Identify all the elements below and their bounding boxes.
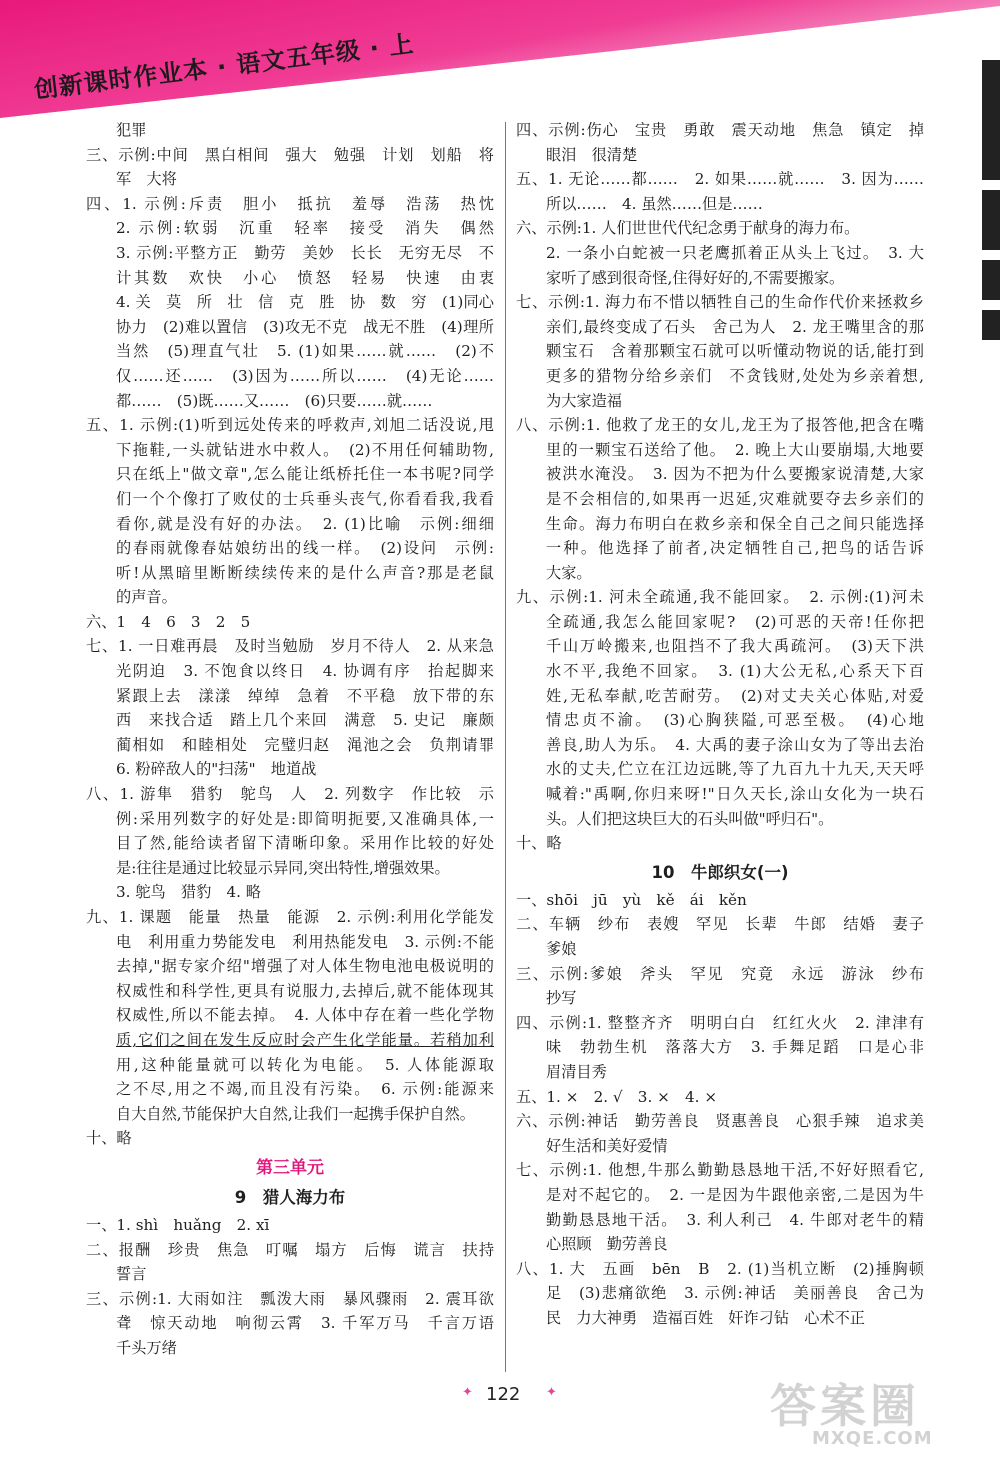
answer-line: 生命。海力布明白在救乡亲和保全自己之间只能选择	[546, 514, 924, 533]
answer-line: 的春雨就像春姑娘纺出的线一样。 (2)设问 示例:	[116, 539, 494, 558]
answer-line: 犯罪	[116, 121, 147, 139]
answer-line: 四、示例:1. 整整齐齐 明明白白 红红火火 2. 津津有	[516, 1013, 924, 1032]
answer-line: 九、1. 课题 能量 热量 能源 2. 示例:利用化学能发	[86, 908, 494, 926]
answer-line: 亲们,最终变成了石头 舍己为人 2. 龙王嘴里含的那	[546, 317, 924, 336]
answer-line: 2. 一条小白蛇被一只老鹰抓着正从头上飞过。 3. 大	[546, 243, 924, 262]
answer-line: 6. 粉碎敌人的"扫荡" 地道战	[116, 760, 317, 779]
right-column	[516, 118, 924, 1331]
answer-line: 下拖鞋,一头就钻进水中救人。 (2)不用任何辅助物,	[116, 440, 494, 459]
answer-line: 八、1. 游隼 猎豹 鸵鸟 人 2. 列数字 作比较 示	[86, 785, 494, 804]
answer-line: 三、示例:爹娘 斧头 罕见 究竟 永远 游泳 纱布	[516, 964, 924, 983]
answer-line: 八、1. 大 五画 bēn B 2. (1)当机立断 (2)捶胸顿	[516, 1259, 924, 1278]
answer-line: 好生活和美好爱情	[546, 1136, 668, 1155]
answer-line: 爹娘	[546, 940, 577, 958]
answer-line: 六、1 4 6 3 2 5	[86, 612, 251, 631]
answer-line: 是不会相信的,如果再一迟延,灾难就要夺去乡亲们的	[546, 489, 924, 508]
page-edge-marks	[978, 60, 1000, 380]
watermark-logo: 答案圈	[770, 1379, 920, 1433]
answer-lines	[516, 118, 924, 856]
answer-line: 自大自然,节能保护大自然,让我们一起携手保护自然。	[116, 1104, 475, 1123]
answer-line: 是对不起它的。 2. 一是因为牛跟他亲密,二是因为牛	[546, 1185, 924, 1204]
answer-line: 千头万绪	[116, 1338, 177, 1357]
answer-line: 头。人们把这块巨大的石头叫做"呼归石"。	[546, 809, 834, 828]
answer-line: 三、示例:1. 大雨如注 瓢泼大雨 暴风骤雨 2. 震耳欲	[86, 1289, 494, 1308]
answer-line: 民 力大神勇 造福百姓 奸诈刁钻 心术不正	[546, 1308, 865, 1327]
answer-line: 仅……还…… (3)因为……所以…… (4)无论……	[116, 366, 494, 385]
answer-line: 权威性,所以不能去掉。 4. 人体中存在着一些化学物	[116, 1006, 494, 1025]
answer-line: 大家。	[546, 563, 592, 582]
answer-line: 聋 惊天动地 响彻云霄 3. 千军万马 千言万语	[116, 1314, 494, 1333]
answer-line: 计其数 欢快 小心 愤怒 轻易 快速 由衷	[116, 268, 494, 287]
answer-line: 足 (3)悲痛欲绝 3. 示例:神话 美丽善良 舍己为	[546, 1284, 924, 1303]
answer-line: 所以…… 4. 虽然……但是……	[546, 194, 763, 213]
answer-line: 只在纸上"做文章",怎么能让纸桥托住一本书呢?同学	[116, 465, 494, 484]
answer-line: 紧跟上去 漾漾 绰绰 急着 不平稳 放下带的东	[116, 686, 494, 705]
answer-line: 3. 示例:平整方正 勤劳 美妙 长长 无穷无尽 不	[116, 243, 494, 262]
column-divider	[505, 122, 506, 1372]
answer-line: 五、1. 无论……都…… 2. 如果……就…… 3. 因为……	[516, 170, 924, 189]
answer-line: 十、略	[86, 1129, 132, 1148]
answer-line: 七、示例:1. 海力布不惜以牺牲自己的生命作代价来拯救乡	[516, 293, 924, 312]
answer-line: 听!从黑暗里断断续续传来的是什么声音?那是老鼠	[116, 563, 494, 582]
answer-line: 二、报酬 珍贵 焦急 叮嘱 塌方 后悔 谎言 扶持	[86, 1240, 494, 1259]
answer-line: 五、1. 示例:(1)听到远处传来的呼救声,刘旭二话没说,甩	[86, 416, 494, 435]
answer-lines	[516, 888, 924, 1331]
answer-line: 例:采用列数字的好处是:即简明扼要,又准确具体,一	[116, 809, 494, 828]
answer-line: 一、1. shì huǎng 2. xī	[86, 1215, 270, 1234]
answer-line: 十、略	[516, 834, 562, 853]
answer-line: 更多的猎物分给乡亲们 不贪钱财,处处为乡亲着想,	[546, 366, 924, 385]
answer-line: 五、1. × 2. √ 3. × 4. ×	[516, 1087, 718, 1106]
answer-line: 六、示例:神话 勤劳善良 贤惠善良 心狠手辣 追求美	[516, 1112, 924, 1131]
answer-line: 二、车辆 纱布 表嫂 罕见 长辈 牛郎 结婚 妻子	[516, 915, 924, 934]
answer-line: 的声音。	[116, 588, 177, 607]
answer-lines	[86, 1213, 494, 1361]
unit-heading: 第三单元	[256, 1157, 324, 1178]
answer-line: 一种。他选择了前者,决定牺牲自己,把鸟的话告诉	[546, 539, 924, 558]
answer-line: 四、示例:伤心 宝贵 勇敢 震天动地 焦急 镇定 掉	[516, 121, 924, 139]
book-title: 创新课时作业本 · 语文五年级 · 上	[32, 29, 416, 105]
answer-line: 是:往往是通过比较显示异同,突出特性,增强效果。	[116, 858, 450, 877]
answer-line: 都…… (5)既……又…… (6)只要……就……	[116, 391, 433, 410]
answer-line: 姓,无私奉献,吃苦耐劳。 (2)对丈夫关心体贴,对爱	[546, 686, 924, 705]
watermark-url: MXQE.COM	[812, 1428, 933, 1449]
answer-line: 光阴迫 3. 不饱食以终日 4. 协调有序 抬起脚来	[116, 662, 494, 681]
lesson-heading: 10 牛郎织女(一)	[651, 862, 789, 882]
answer-line: 勤勤恳恳地干活。 3. 利人利己 4. 牛郎对老牛的精	[546, 1210, 924, 1229]
answer-line: 一、shōi jū yù kě ái kěn	[516, 890, 747, 909]
left-column	[86, 118, 494, 1361]
answer-line: 情忠贞不渝。 (3)心胸狭隘,可恶至极。 (4)心地	[546, 711, 924, 730]
watermark	[770, 1370, 990, 1455]
answer-lines	[86, 118, 494, 1151]
star-icon: ✦	[546, 1385, 557, 1400]
answer-line: 七、1. 一日难再晨 及时当勉励 岁月不待人 2. 从来急	[86, 637, 494, 656]
answer-line: 权威性和科学性,更具有说服力,去掉后,就不能体现其	[116, 981, 494, 1000]
answer-line: 电 利用重力势能发电 利用热能发电 3. 示例:不能	[116, 932, 494, 951]
answer-line: 善良,助人为乐。 4. 大禹的妻子涂山女为了等出去治	[546, 735, 924, 754]
answer-line: 看你,就是没有好的办法。 2. (1)比喻 示例:细细	[116, 514, 494, 533]
answer-line: 九、示例:1. 河未全疏通,我不能回家。 2. 示例:(1)河未	[516, 588, 924, 607]
answer-line: 去掉,"据专家介绍"增强了对人体生物电池电极说明的	[116, 957, 494, 976]
answer-line: 抄写	[546, 989, 577, 1008]
answer-line: 七、示例:1. 他想,牛那么勤勤恳恳地干活,不好好照看它,	[516, 1161, 924, 1180]
answer-line: 誓言	[116, 1265, 147, 1284]
answer-line: 为大家造福	[546, 391, 622, 410]
star-icon: ✦	[462, 1385, 473, 1400]
answer-line: 全疏通,我怎么能回家呢? (2)可恶的天帝!任你把	[546, 612, 924, 631]
page-number: 122	[486, 1384, 521, 1405]
answer-line: 里的一颗宝石送给了他。 2. 晚上大山要崩塌,大地要	[546, 440, 924, 459]
answer-line: 水不平,我绝不回家。 3. (1)大公无私,心系天下百	[546, 662, 924, 681]
answer-line: 西 来找合适 踏上几个来回 满意 5. 史记 廉颇	[116, 711, 494, 730]
answer-line: 用,这种能量就可以转化为电能。 5. 人体能源取	[116, 1055, 494, 1074]
answer-line: 被洪水淹没。 3. 因为不把为什么要搬家说清楚,大家	[546, 465, 924, 484]
answer-line: 喊着:"禹啊,你归来呀!"日久天长,涂山女化为一块石	[546, 785, 924, 804]
answer-line: 八、示例:1. 他救了龙王的女儿,龙王为了报答他,把含在嘴	[516, 416, 924, 435]
answer-line: 协力 (2)难以置信 (3)攻无不克 战无不胜 (4)理所	[116, 317, 494, 336]
answer-line: 六、示例:1. 人们世世代代纪念勇于献身的海力布。	[516, 219, 860, 238]
answer-line: 眉清目秀	[546, 1062, 607, 1081]
answer-line: 2. 示例:软弱 沉重 轻率 接受 消失 偶然	[116, 219, 494, 238]
answer-line: 3. 鸵鸟 猎豹 4. 略	[116, 883, 261, 902]
lesson-heading: 9 猎人海力布	[234, 1187, 346, 1207]
answer-line: 蔺相如 和睦相处 完璧归赵 渑池之会 负荆请罪	[116, 735, 494, 754]
answer-line: 心照顾 勤劳善良	[546, 1235, 668, 1254]
answer-line: 家听了感到很奇怪,住得好好的,不需要搬家。	[546, 268, 845, 287]
answer-line: 味 勃勃生机 落落大方 3. 手舞足蹈 口是心非	[546, 1038, 924, 1057]
answer-line: 目了然,能给读者留下清晰印象。采用作比较的好处	[116, 834, 494, 853]
answer-line: 们一个个像打了败仗的士兵垂头丧气,你看看我,我看	[116, 489, 494, 508]
answer-line: 三、示例:中间 黑白相间 强大 勉强 计划 划船 将	[86, 145, 494, 164]
answer-line: 之不尽,用之不竭,而且没有污染。 6. 示例:能源来	[116, 1080, 494, 1099]
answer-line: 军 大将	[116, 170, 177, 189]
answer-line: 颗宝石 含着那颗宝石就可以听懂动物说的话,能打到	[546, 342, 924, 361]
answer-line: 当然 (5)理直气壮 5. (1)如果……就…… (2)不	[116, 342, 494, 361]
answer-line: 千山万岭搬来,也阻挡不了我大禹疏河。 (3)天下洪	[546, 637, 924, 656]
answer-line: 质,它们之间在发生反应时会产生化学能量。若稍加利	[116, 1030, 494, 1049]
answer-line: 4. 关 莫 所 壮 信 克 胜 协 数 穷 (1)同心	[116, 293, 494, 312]
answer-line: 眼泪 很清楚	[546, 145, 638, 164]
answer-line: 四、1. 示例:斥责 胆小 抵抗 羞辱 浩荡 热忱	[86, 194, 494, 213]
answer-line: 水的丈夫,伫立在江边远眺,等了九百九十九天,天天呼	[546, 760, 924, 779]
